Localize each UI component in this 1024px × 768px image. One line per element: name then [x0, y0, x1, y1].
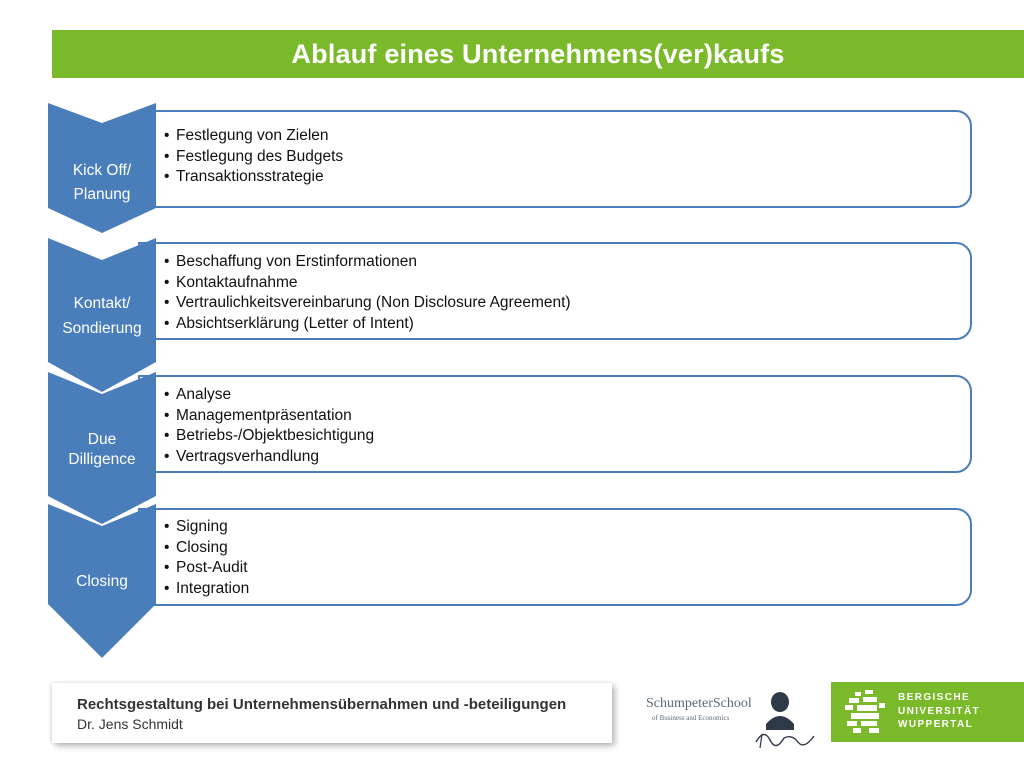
list-item: • Kontaktaufnahme	[164, 273, 571, 294]
list-item: • Closing	[164, 538, 249, 559]
chevron-label-line: Kick Off/	[72, 162, 132, 179]
chevron-label-line: Kontakt/	[73, 295, 131, 312]
list-item: • Transaktionsstrategie	[164, 167, 343, 188]
list-item: • Festlegung des Budgets	[164, 147, 343, 168]
university-name-line: UNIVERSITÄT	[898, 705, 981, 717]
list-item: • Beschaffung von Erstinformationen	[164, 252, 571, 273]
chevron-label-line: Dilligence	[68, 451, 136, 468]
title-bar	[52, 30, 1024, 78]
footer-course-title: Rechtsgestaltung bei Unternehmensübernahmen und -beteiligungen	[77, 696, 567, 713]
step-items	[164, 126, 343, 188]
chevron-due-diligence	[48, 372, 156, 524]
step-items	[164, 252, 571, 334]
list-item: • Managementpräsentation	[164, 406, 374, 427]
portrait-signature-icon	[752, 690, 816, 750]
step-items	[164, 517, 249, 599]
list-item: • Betriebs-/Objektbesichtigung	[164, 426, 374, 447]
footer-card	[52, 683, 612, 743]
school-logo	[646, 690, 816, 750]
page-title: Ablauf eines Unternehmens(ver)kaufs	[291, 38, 785, 69]
chevron-label-line: Closing	[76, 573, 128, 590]
list-item: • Signing	[164, 517, 249, 538]
step-box-due-diligence	[138, 375, 972, 473]
chevron-kickoff	[48, 103, 156, 233]
university-name	[898, 691, 980, 732]
step-items	[164, 385, 374, 467]
chevron-kontakt	[48, 238, 156, 392]
list-item: • Festlegung von Zielen	[164, 126, 343, 147]
chevron-label-line: Planung	[73, 186, 131, 203]
school-name: SchumpeterSchool	[646, 696, 752, 711]
list-item: • Vertragsverhandlung	[164, 447, 374, 468]
list-item: • Absichtserklärung (Letter of Intent)	[164, 314, 571, 335]
chevron-closing	[48, 504, 156, 658]
list-item: • Post-Audit	[164, 558, 249, 579]
list-item: • Integration	[164, 579, 249, 600]
step-box-kickoff	[138, 110, 972, 208]
university-name-line: WUPPERTAL	[898, 719, 974, 730]
list-item: • Vertraulichkeitsvereinbarung (Non Disclosure Agreement)	[164, 293, 571, 314]
step-box-kontakt	[138, 242, 972, 340]
lion-emblem-icon	[841, 688, 889, 736]
chevron-label-line: Sondierung	[62, 320, 142, 337]
university-logo	[831, 682, 1024, 742]
chevron-label-line: Due	[87, 431, 117, 448]
list-item: • Analyse	[164, 385, 374, 406]
school-subtitle: of Business and Economics	[652, 714, 730, 722]
step-box-closing	[138, 508, 972, 606]
university-name-line: BERGISCHE	[898, 692, 971, 703]
footer-author: Dr. Jens Schmidt	[77, 716, 183, 732]
